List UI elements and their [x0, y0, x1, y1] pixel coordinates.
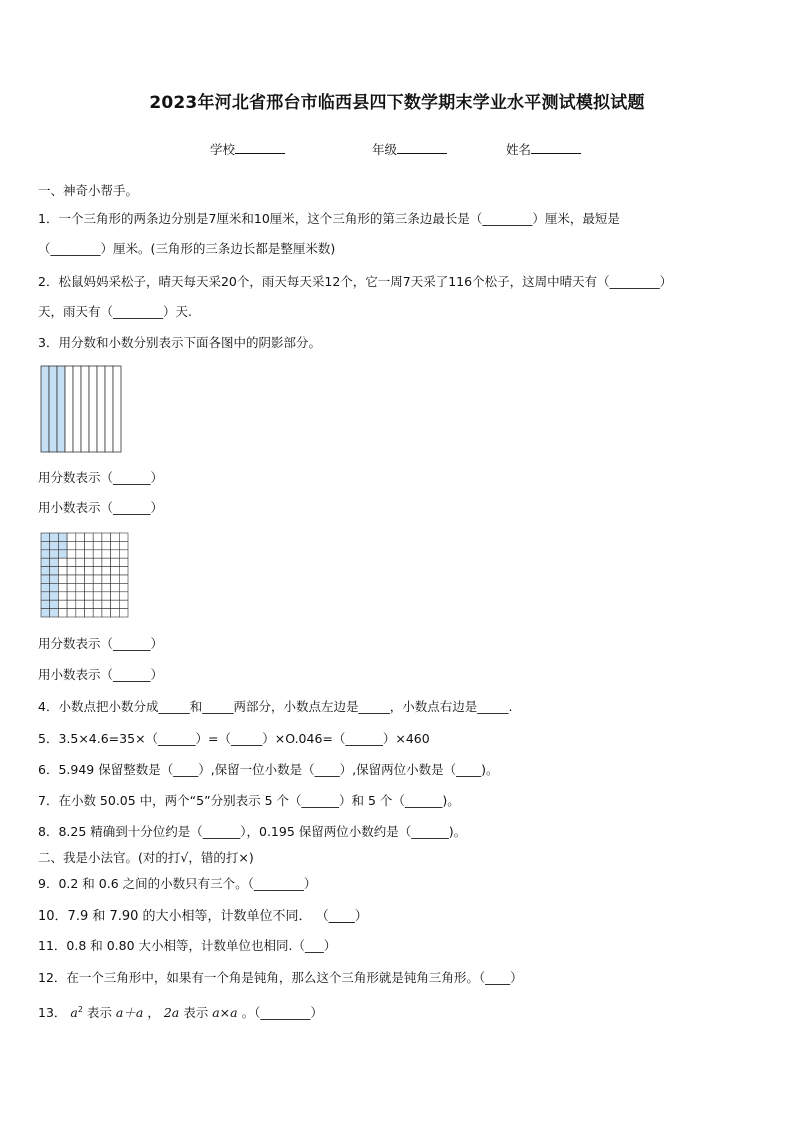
q13-tail: 。（________）	[241, 1005, 323, 1020]
grid-cell	[50, 541, 59, 549]
strip-cell	[81, 366, 89, 452]
grid-cell	[119, 558, 128, 566]
grid-cell	[50, 550, 59, 558]
question-2-line-2: 天，雨天有（________）天.	[38, 304, 192, 319]
grid-cell	[111, 592, 120, 600]
strip-cell	[113, 366, 121, 452]
grid-cell	[85, 558, 94, 566]
strip-cell	[65, 366, 73, 452]
grid-cell	[76, 567, 85, 575]
grid-cell	[102, 533, 111, 541]
grid-cell	[93, 592, 102, 600]
grid-cell	[58, 541, 67, 549]
grid-cell	[67, 592, 76, 600]
grid-cell	[102, 583, 111, 591]
question-1-line-1: 1．一个三角形的两条边分别是7厘米和10厘米，这个三角形的第三条边最长是（________）厘米，最短是	[38, 211, 620, 226]
grid-cell	[50, 533, 59, 541]
question-9: 9．0.2 和 0.6 之间的小数只有三个。（________）	[38, 876, 317, 891]
fig2-decimal-prompt: 用小数表示（______）	[38, 667, 164, 682]
q13-a: a	[70, 1005, 78, 1020]
strip-cell	[97, 366, 105, 452]
grid-cell	[111, 567, 120, 575]
grid-cell	[93, 533, 102, 541]
page-title: 2023年河北省邢台市临西县四下数学期末学业水平测试模拟试题	[149, 93, 645, 113]
grid-cell	[111, 583, 120, 591]
grid-cell	[67, 600, 76, 608]
grid-cell	[93, 558, 102, 566]
grid-cell	[119, 609, 128, 617]
grid-cell	[111, 600, 120, 608]
grid-cell	[119, 567, 128, 575]
school-field	[210, 140, 285, 158]
grid-cell	[119, 550, 128, 558]
strip-cell	[89, 366, 97, 452]
fig2-fraction-prompt: 用分数表示（______）	[38, 636, 164, 651]
strip-cell	[73, 366, 81, 452]
grid-cell	[41, 592, 50, 600]
question-12: 12．在一个三角形中，如果有一个角是钝角，那么这个三角形就是钝角三角形。（____）	[38, 970, 523, 985]
q13-exponent: 2	[77, 1004, 83, 1014]
grid-cell	[76, 583, 85, 591]
question-10: 10．7.9 和 7.90 的大小相等，计数单位不同． （____）	[38, 909, 368, 924]
q13-number: 13．	[38, 1005, 67, 1020]
grid-cell	[58, 533, 67, 541]
name-label: 姓名	[506, 142, 532, 157]
grid-cell	[41, 567, 50, 575]
grid-cell	[102, 592, 111, 600]
grid-cell	[76, 550, 85, 558]
grid-cell	[58, 600, 67, 608]
name-field	[506, 140, 581, 158]
grid-cell	[41, 583, 50, 591]
grid-cell	[111, 533, 120, 541]
strip-cell	[105, 366, 113, 452]
grid-cell	[58, 575, 67, 583]
grid-cell	[76, 558, 85, 566]
grid-cell	[58, 583, 67, 591]
grid-figure	[40, 532, 130, 618]
grid-cell	[85, 550, 94, 558]
grid-cell	[93, 567, 102, 575]
question-5: 5．3.5×4.6=35×（______）=（_____）×O.046=（______）×460	[38, 731, 430, 746]
grid-cell	[111, 575, 120, 583]
name-blank	[531, 141, 581, 154]
grid-cell	[67, 550, 76, 558]
grid-cell	[119, 533, 128, 541]
school-label: 学校	[210, 142, 236, 157]
grid-cell	[85, 541, 94, 549]
question-7: 7．在小数 50.05 中，两个“5”分别表示 5 个（______）和 5 个（______)。	[38, 793, 460, 808]
grade-label: 年级	[372, 142, 398, 157]
grid-cell	[85, 600, 94, 608]
section-1-heading: 一、神奇小帮手。	[38, 183, 139, 198]
grid-cell	[93, 575, 102, 583]
grid-cell	[102, 567, 111, 575]
grid-cell	[85, 592, 94, 600]
grid-cell	[102, 550, 111, 558]
grid-cell	[119, 583, 128, 591]
grid-cell	[76, 575, 85, 583]
grid-cell	[76, 541, 85, 549]
question-8: 8．8.25 精确到十分位约是（______），0.195 保留两位小数约是（______)。	[38, 824, 467, 839]
grid-cell	[50, 575, 59, 583]
question-1-line-2: （________）厘米。(三角形的三条边长都是整厘米数)	[38, 241, 336, 256]
question-2-line-1: 2．松鼠妈妈采松子，晴天每天采20个，雨天每天采12个，它一周7天采了116个松子，这周中晴天有（________）	[38, 274, 673, 289]
grid-cell	[111, 541, 120, 549]
grid-cell	[67, 558, 76, 566]
grid-cell	[93, 600, 102, 608]
grade-field	[372, 140, 447, 158]
question-3-text: 3．用分数和小数分别表示下面各图中的阴影部分。	[38, 335, 321, 350]
grid-cell	[41, 550, 50, 558]
grid-cell	[93, 583, 102, 591]
grid-cell	[111, 558, 120, 566]
strip-figure	[40, 365, 122, 453]
grid-cell	[85, 609, 94, 617]
grid-cell	[85, 583, 94, 591]
grid-cell	[58, 609, 67, 617]
q13-separator: ，	[147, 1005, 160, 1020]
grid-cell	[58, 558, 67, 566]
grid-cell	[41, 600, 50, 608]
grid-cell	[76, 592, 85, 600]
grid-cell	[102, 575, 111, 583]
grid-cell	[85, 533, 94, 541]
grid-cell	[102, 541, 111, 549]
grid-cell	[58, 550, 67, 558]
fig1-decimal-prompt: 用小数表示（______）	[38, 500, 164, 515]
q13-text-1: 表示	[86, 1005, 112, 1020]
strip-cell	[57, 366, 65, 452]
grid-cell	[93, 609, 102, 617]
grid-cell	[41, 609, 50, 617]
grid-cell	[50, 558, 59, 566]
grid-cell	[102, 609, 111, 617]
strip-cell	[49, 366, 57, 452]
grid-cell	[102, 558, 111, 566]
grid-cell	[119, 600, 128, 608]
q13-expr-3: a×a	[212, 1005, 238, 1020]
grid-cell	[85, 575, 94, 583]
grid-cell	[119, 592, 128, 600]
grid-cell	[119, 541, 128, 549]
grid-cell	[93, 550, 102, 558]
grid-cell	[111, 609, 120, 617]
q13-text-2: 表示	[183, 1005, 209, 1020]
grid-cell	[76, 600, 85, 608]
grid-cell	[76, 609, 85, 617]
strip-cell	[41, 366, 49, 452]
grid-cell	[41, 575, 50, 583]
section-2-heading: 二、我是小法官。(对的打√，错的打×)	[38, 850, 254, 865]
grid-cell	[111, 550, 120, 558]
question-13	[38, 1003, 323, 1021]
grid-cell	[50, 609, 59, 617]
grid-cell	[67, 541, 76, 549]
grid-cell	[85, 567, 94, 575]
grid-cell	[41, 541, 50, 549]
grid-cell	[41, 533, 50, 541]
q13-expr-1: a＋a	[115, 1005, 144, 1020]
question-6: 6．5.949 保留整数是（____）,保留一位小数是（____）,保留两位小数是（____)。	[38, 762, 499, 777]
grid-cell	[41, 558, 50, 566]
grid-cell	[67, 609, 76, 617]
grid-cell	[67, 583, 76, 591]
school-blank	[235, 141, 285, 154]
grid-cell	[93, 541, 102, 549]
grid-cell	[50, 567, 59, 575]
grid-cell	[58, 567, 67, 575]
grid-cell	[102, 600, 111, 608]
question-4: 4．小数点把小数分成_____和_____两部分，小数点左边是_____，小数点右边是_____.	[38, 699, 513, 714]
q13-expr-2: 2a	[163, 1005, 180, 1020]
grid-cell	[67, 575, 76, 583]
fig1-fraction-prompt: 用分数表示（______）	[38, 470, 164, 485]
grid-cell	[50, 592, 59, 600]
grid-cell	[119, 575, 128, 583]
grade-blank	[397, 141, 447, 154]
grid-cell	[67, 533, 76, 541]
grid-cell	[76, 533, 85, 541]
grid-cell	[50, 600, 59, 608]
grid-cell	[58, 592, 67, 600]
question-11: 11．0.8 和 0.80 大小相等，计数单位也相同.（___）	[38, 938, 337, 953]
grid-cell	[67, 567, 76, 575]
grid-cell	[50, 583, 59, 591]
